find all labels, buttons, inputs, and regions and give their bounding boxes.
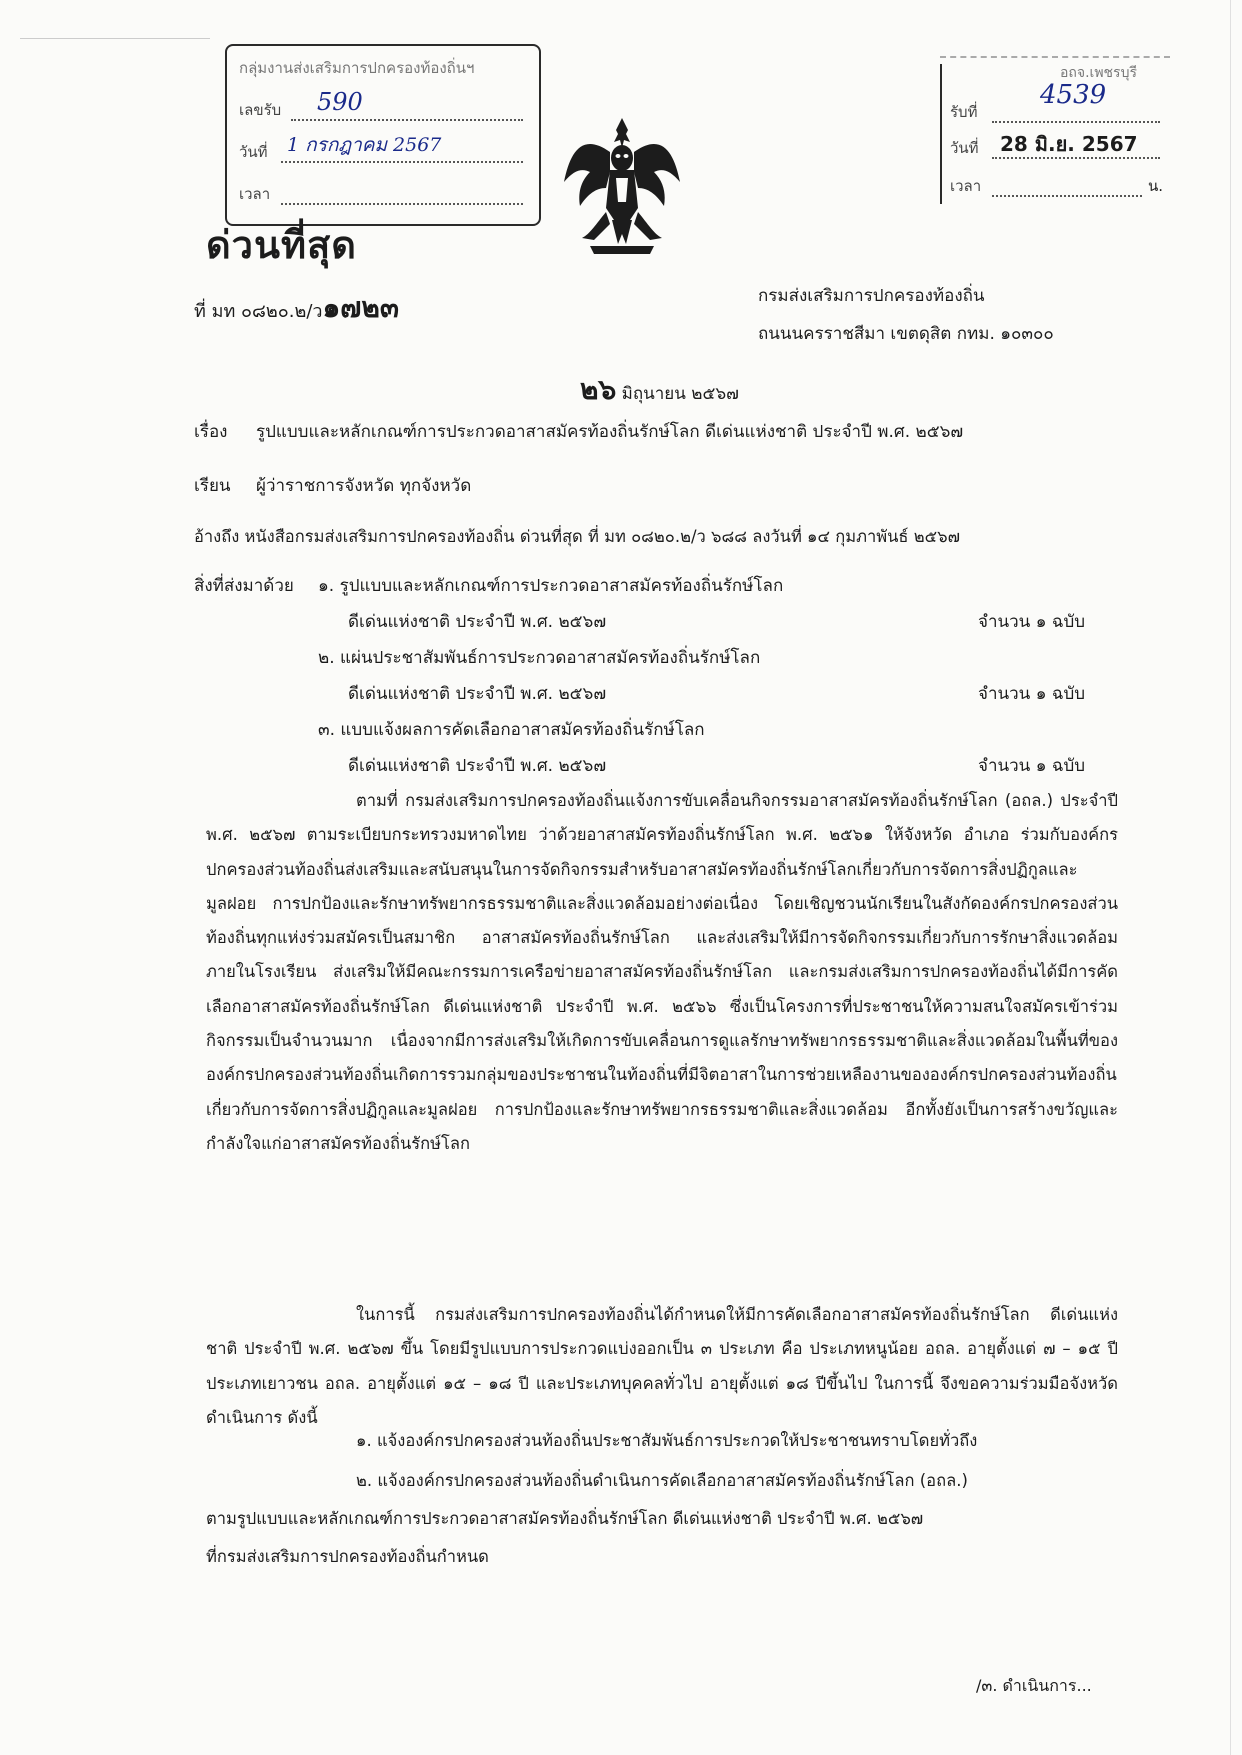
stamp-right-receive-label: รับที่: [950, 103, 978, 121]
sender-line-2: ถนนนครราชสีมา เขตดุสิต กทม. ๑๐๓๐๐: [758, 324, 1054, 344]
stamp-left-date-value: 1 กรกฎาคม 2567: [287, 134, 442, 156]
enclosure-1-line-2: ดีเด่นแห่งชาติ ประจำปี พ.ศ. ๒๕๖๗: [348, 612, 607, 632]
enclosure-2-line-2: ดีเด่นแห่งชาติ ประจำปี พ.ศ. ๒๕๖๗: [348, 684, 607, 704]
stamp-left-date-label: วันที่: [239, 143, 268, 161]
enclosure-2-line-1: ๒. แผ่นประชาสัมพันธ์การประกวดอาสาสมัครท้องถิ่นรักษ์โลก: [318, 648, 761, 668]
scan-line-top: [20, 38, 210, 39]
to-text: ผู้ว่าราชการจังหวัด ทุกจังหวัด: [256, 476, 472, 496]
enclosure-3-line-2: ดีเด่นแห่งชาติ ประจำปี พ.ศ. ๒๕๖๗: [348, 756, 607, 776]
body-paragraph-2: [206, 1298, 1118, 1435]
date-month-year: มิถุนายน ๒๕๖๗: [621, 384, 739, 404]
enclosure-2-qty: จำนวน ๑ ฉบับ: [978, 684, 1086, 704]
reference-text: อ้างถึง หนังสือกรมส่งเสริมการปกครองท้องถิ่น ด่วนที่สุด ที่ มท ๐๘๒๐.๒/ว ๖๘๘ ลงวันที่ ๑๔ กุมภาพันธ์ ๒๕๖๗: [194, 527, 960, 546]
to-label: เรียน: [194, 476, 231, 496]
document-number-prefix: ที่ มท ๐๘๒๐.๒/ว: [194, 301, 323, 322]
receive-stamp-right: [940, 56, 1180, 206]
stamp-left-receive-no: 590: [317, 88, 363, 116]
subject-label: เรื่อง: [194, 422, 228, 442]
garuda-emblem-icon: [560, 112, 684, 262]
stamp-right-time-label: เวลา: [950, 177, 982, 195]
stamp-left-receive-label: เลขรับ: [239, 101, 282, 119]
continuation-marker: /๓. ดำเนินการ...: [976, 1676, 1092, 1695]
document-number-value: ๑๗๒๓: [322, 291, 399, 324]
subject-text: รูปแบบและหลักเกณฑ์การประกวดอาสาสมัครท้องถิ่นรักษ์โลก ดีเด่นแห่งชาติ ประจำปี พ.ศ. ๒๕๖๗: [256, 422, 964, 442]
enclosure-1-qty: จำนวน ๑ ฉบับ: [978, 612, 1086, 632]
body-paragraph-1: [206, 784, 1118, 1161]
date-day: ๒๖: [580, 373, 617, 406]
stamp-right-time-suffix: น.: [1148, 177, 1164, 195]
stamp-right-receive-no: 4539: [1040, 80, 1107, 110]
stamp-right-date-label: วันที่: [950, 139, 979, 157]
sender-line-1: กรมส่งเสริมการปกครองท้องถิ่น: [758, 286, 985, 306]
stamp-right-date-value: 28 มิ.ย. 2567: [1000, 132, 1138, 156]
action-item-2-line-3: ที่กรมส่งเสริมการปกครองท้องถิ่นกำหนด: [206, 1547, 489, 1566]
action-item-2-line-1: ๒. แจ้งองค์กรปกครองส่วนท้องถิ่นดำเนินการคัดเลือกอาสาสมัครท้องถิ่นรักษ์โลก (อถล.): [356, 1471, 968, 1490]
action-item-2-line-2: ตามรูปแบบและหลักเกณฑ์การประกวดอาสาสมัครท้องถิ่นรักษ์โลก ดีเด่นแห่งชาติ ประจำปี พ.ศ. ๒๕๖๗: [206, 1509, 924, 1528]
urgency-label: ด่วนที่สุด: [206, 223, 357, 267]
action-item-1: ๑. แจ้งองค์กรปกครองส่วนท้องถิ่นประชาสัมพันธ์การประกวดให้ประชาชนทราบโดยทั่วถึง: [356, 1431, 978, 1450]
stamp-left-time-label: เวลา: [239, 185, 271, 203]
enclosure-3-qty: จำนวน ๑ ฉบับ: [978, 756, 1086, 776]
stamp-right-title: อถจ.เพชรบุรี: [1060, 65, 1137, 81]
enclosure-label: สิ่งที่ส่งมาด้วย: [194, 576, 294, 596]
enclosure-3-line-1: ๓. แบบแจ้งผลการคัดเลือกอาสาสมัครท้องถิ่นรักษ์โลก: [318, 720, 705, 740]
body-paragraph-1-text: ตามที่ กรมส่งเสริมการปกครองท้องถิ่นแจ้งการขับเคลื่อนกิจกรรมอาสาสมัครท้องถิ่นรักษ์โลก (อถล.) ประจำปี พ.ศ. ๒๕๖๗ ตามระเบียบกระทรวงมหาดไทย ว่าด้วยอาสาสมัครท้องถิ่นรักษ์โลก พ.ศ. ๒๕๖๑ ให้จังหวัด อำเภอ ร่วมกับองค์กรปกครองส่วนท้องถิ่นส่งเสริมและสนับสนุนในการจัดกิจกรรมสำหรับอาสาสมัครท้องถิ่นรักษ์โลกเกี่ยวกับการจัดการสิ่งปฏิกูลและมูลฝอย การปกป้องและรักษาทรัพยากรธรรมชาติและสิ่งแวดล้อมอย่างต่อเนื่อง โดยเชิญชวนนักเรียนในสังกัดองค์กรปกครองส่วนท้องถิ่นทุกแห่งร่วมสมัครเป็นสมาชิก อาสาสมัครท้องถิ่นรักษ์โลก และส่งเสริมให้มีการจัดกิจกรรมเกี่ยวกับการรักษาสิ่งแวดล้อมภายในโรงเรียน ส่งเสริมให้มีคณะกรรมการเครือข่ายอาสาสมัครท้องถิ่นรักษ์โลก และกรมส่งเสริมการปกครองท้องถิ่นได้มีการคัดเลือกอาสาสมัครท้องถิ่นรักษ์โลก ดีเด่นแห่งชาติ ประจำปี พ.ศ. ๒๕๖๖ ซึ่งเป็นโครงการที่ประชาชนให้ความสนใจสมัครเข้าร่วมกิจกรรมเป็นจำนวนมาก เนื่องจากมีการส่งเสริมให้เกิดการขับเคลื่อนการดูแลรักษาทรัพยากรธรรมชาติและสิ่งแวดล้อมในพื้นที่ขององค์กรปกครองส่วนท้องถิ่นเกิดการรวมกลุ่มของประชาชนในท้องถิ่นที่มีจิตอาสาในการช่วยเหลืองานขององค์กรปกครองส่วนท้องถิ่น เกี่ยวกับการจัดการสิ่งปฏิกูลและมูลฝอย การปกป้องและรักษาทรัพยากรธรรมชาติและสิ่งแวดล้อม อีกทั้งยังเป็นการสร้างขวัญและกำลังใจแก่อาสาสมัครท้องถิ่นรักษ์โลก: [206, 791, 1118, 1153]
body-paragraph-2-text: ในการนี้ กรมส่งเสริมการปกครองท้องถิ่นได้กำหนดให้มีการคัดเลือกอาสาสมัครท้องถิ่นรักษ์โลก ดีเด่นแห่งชาติ ประจำปี พ.ศ. ๒๕๖๗ ขึ้น โดยมีรูปแบบการประกวดแบ่งออกเป็น ๓ ประเภท คือ ประเภทหนูน้อย อถล. อายุตั้งแต่ ๗ – ๑๕ ปี ประเภทเยาวชน อถล. อายุตั้งแต่ ๑๕ – ๑๘ ปี และประเภทบุคคลทั่วไป อายุตั้งแต่ ๑๘ ปีขึ้นไป ในการนี้ จึงขอความร่วมมือจังหวัดดำเนินการ ดังนี้: [206, 1305, 1118, 1427]
document-date: [580, 368, 739, 412]
document-number: [194, 286, 399, 330]
scan-line-right: [1230, 0, 1231, 1755]
stamp-left-title: กลุ่มงานส่งเสริมการปกครองท้องถิ่นฯ: [239, 59, 475, 77]
enclosure-1-line-1: ๑. รูปแบบและหลักเกณฑ์การประกวดอาสาสมัครท้องถิ่นรักษ์โลก: [318, 576, 784, 596]
receive-stamp-left: [225, 44, 541, 226]
